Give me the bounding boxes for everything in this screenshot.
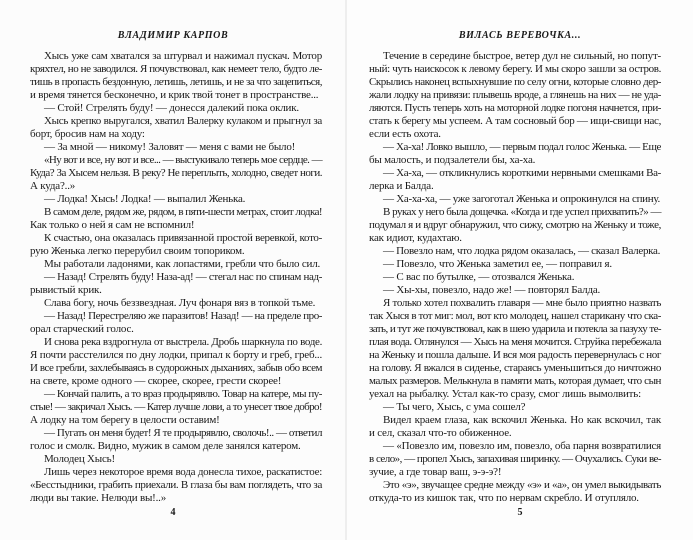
- text-line: зать, и тут же почувствовал, как в шею ударила и потекла за пазуху те-: [369, 323, 661, 335]
- text-line: «Ну вот и все, ну вот и все... — выстукивало теперь мое сердце. —: [44, 154, 322, 166]
- text-line: зучие, а где товар ваш, э-э-э?!: [369, 466, 502, 478]
- text-line: подумал я и вдруг обнаружил, что сижу, смотрю на Женьку и тоже,: [369, 219, 661, 231]
- text-line: — Кончай палить, а то враз продырявлю. Товар на катере, мы пу-: [44, 388, 322, 400]
- left-page: [0, 0, 346, 540]
- text-line: и сел, сказал что-то обиженное.: [369, 427, 512, 439]
- text-line: люди вы такие. Нелюди вы!..»: [30, 492, 167, 504]
- text-line: Хысь уже сам хватался за штурвал и нажимал пускач. Мотор: [44, 50, 322, 62]
- text-line: рую Женька легко перерубил своим топориком.: [30, 245, 245, 257]
- text-line: — Ха-ха-ха, — уже загоготал Женька и опрокинулся на спину.: [383, 193, 660, 205]
- text-line: — Лодка! Хысь! Лодка! — выпалил Женька.: [44, 193, 246, 205]
- text-line: ляются. Пусть теперь хоть на моторной лодке погоня начнется, при-: [369, 102, 661, 114]
- text-line: — Пугать он меня будет! Я те продырявлю, сволочь!.. — ответил: [44, 427, 322, 439]
- page-body: [30, 50, 322, 505]
- text-line: ный: чуть наискосок к левому берегу. И мы скоро зашли за остров.: [369, 63, 661, 75]
- text-line: Лишь через некоторое время вода донесла тихое, раскатистое:: [44, 466, 322, 478]
- page-number: 4: [170, 507, 176, 518]
- text-line: В самом деле, рядом же, рядом, в пяти-шести метрах, стоит лодка!: [44, 206, 322, 218]
- text-line: В руках у него была дощечка. «Когда и где успел прихватить?» —: [383, 206, 661, 218]
- page-number: 5: [517, 507, 523, 518]
- text-line: борт, бросив нам на ходу:: [30, 128, 145, 140]
- text-line: на свете, кроме одного — скорее, скорее, грести скорее!: [30, 375, 282, 387]
- text-line: рывистый крик.: [30, 284, 102, 296]
- text-line: жали лодку на привязи: плывешь вроде, а глянешь на них — не уда-: [369, 89, 661, 101]
- text-line: Как только о ней я сам не вспомнил!: [30, 219, 195, 231]
- text-line: так Хыся в тот миг: мол, вот кто молодец, нашел старикану что ска-: [369, 310, 661, 322]
- text-line: Я почти расстелился по дну лодки, припал к борту и греб, греб...: [30, 349, 322, 361]
- text-line: кряхтел, но не заводился. Я почувствовал, как немеет тело, будто ле-: [30, 63, 322, 75]
- right-page: [347, 0, 693, 540]
- text-line: — Стой! Стрелять буду! — донесся далекий пока оклик.: [44, 102, 299, 114]
- running-header: ВИЛАСЬ ВЕРЕВОЧКА...: [458, 30, 582, 41]
- text-line: стые! — закричал Хысь. — Катер лучше лови, а то унесет твое добро!: [30, 401, 322, 413]
- text-line: — За мной — никому! Заловят — меня с вами не было!: [44, 141, 296, 153]
- text-line: «Бесстыдники, грабить приехали. В глаза бы вам поглядеть, что за: [30, 479, 322, 491]
- text-line: орал старческий голос.: [30, 323, 134, 335]
- text-line: Я только хотел похвалить главаря — мне было приятно назвать: [383, 297, 661, 309]
- text-line: — Ты чего, Хысь, с ума сошел?: [383, 401, 526, 413]
- text-line: — Повезло, что Женька заметил ее, — поправил я.: [383, 258, 612, 270]
- text-line: Молодец Хысь!: [44, 453, 115, 465]
- text-line: И снова река вздрогнула от выстрела. Дробь шаркнула по воде.: [44, 336, 322, 348]
- text-line: Куда? За Хысем нельзя. В реку? Не переплыть, холодно, сведет ноги.: [30, 167, 322, 179]
- text-line: бы малость, и подзалетели бы, ха-ха.: [369, 154, 536, 166]
- page-body: [369, 50, 661, 505]
- text-line: стать к берегу мы успеем. А там сосновый бор — ищи-свищи нас,: [369, 115, 661, 127]
- text-line: — Ха-ха, — откликнулись короткими нервными смешками Ва-: [383, 167, 661, 179]
- text-line: если есть охота.: [369, 128, 441, 140]
- text-line: уехал на рыбалку. Устал как-то сразу, смог лишь вымолвить:: [369, 388, 641, 400]
- text-line: малых размеров. Мелькнула в памяти мать, которая думает, что сын: [369, 375, 661, 387]
- text-line: А куда?..»: [30, 180, 76, 192]
- text-line: Мы работали ладонями, как лопастями, гребли что было сил.: [44, 258, 321, 270]
- text-line: Слава богу, ночь беззвездная. Луч фонаря вяз в топкой тьме.: [44, 297, 316, 309]
- text-line: на Женьку и пошла дальше. И вся моя радость перевернулась с ног: [369, 349, 661, 361]
- text-line: Течение в середине быстрое, ветер дул не сильный, но попут-: [383, 50, 661, 62]
- text-line: — «Повезло им, повезло им, повезло, оба парня возвратилися: [383, 440, 661, 452]
- text-line: тишь в пропасть бездонную, летишь, летишь, и не за что зацепиться,: [30, 76, 322, 88]
- text-line: голос и смолк. Видно, мужик в самом деле занялся катером.: [30, 440, 301, 452]
- text-line: откуда-то из кишок так, что по нервам скребло. И отупляло.: [369, 492, 639, 504]
- text-line: как идиот, кудахтаю.: [369, 232, 462, 244]
- text-line: — Хы-хы, повезло, надо же! — повторял Балда.: [383, 284, 601, 296]
- text-line: — С вас по бутылке, — отозвался Женька.: [383, 271, 575, 283]
- text-line: И все гребли, захлебываясь в судорожных дыханиях, забыв обо всем: [30, 362, 322, 374]
- text-line: Видел краем глаза, как вскочил Женька. Но как вскочил, так: [383, 414, 661, 426]
- text-line: плая вода. Оглянулся — Хысь на меня мочится. Струйка перебежала: [369, 336, 661, 348]
- text-line: — Назад! Перестреляю же паразитов! Назад! — на пределе про-: [44, 310, 322, 322]
- text-line: лерка и Балда.: [369, 180, 434, 192]
- text-line: Хысь крепко выругался, хватил Валерку кулаком и прыгнул за: [44, 115, 322, 127]
- text-line: Это «э», звучащее средне между «э» и «а», он умел выкидывать: [383, 479, 661, 491]
- running-header: ВЛАДИМИР КАРПОВ: [117, 30, 229, 41]
- text-line: — Назад! Стрелять буду! Наза-ад! — стегал нас по спинам над-: [44, 271, 322, 283]
- text-line: — Ха-ха! Ловко вышло, — первым подал голос Женька. — Еще: [383, 141, 661, 153]
- text-line: и время тянется бесконечно, и крик твой тонет в пространстве...: [30, 89, 319, 101]
- text-line: — Повезло нам, что лодка рядом оказалась, — сказал Валерка.: [383, 245, 661, 257]
- text-line: в село», — пропел Хысь, запахивая ширинку. — Очухались. Суки ве-: [369, 453, 661, 465]
- text-line: на голову. Я вжался в сиденье, стараясь уменьшиться до ничтожно: [369, 362, 661, 374]
- text-line: Скрылись наконец вспыхнувшие по селу огни, которые словно дер-: [369, 76, 661, 88]
- text-line: К счастью, она оказалась привязанной простой веревкой, кото-: [44, 232, 322, 244]
- text-line: А лодку на том берегу в целости оставим!: [30, 414, 220, 426]
